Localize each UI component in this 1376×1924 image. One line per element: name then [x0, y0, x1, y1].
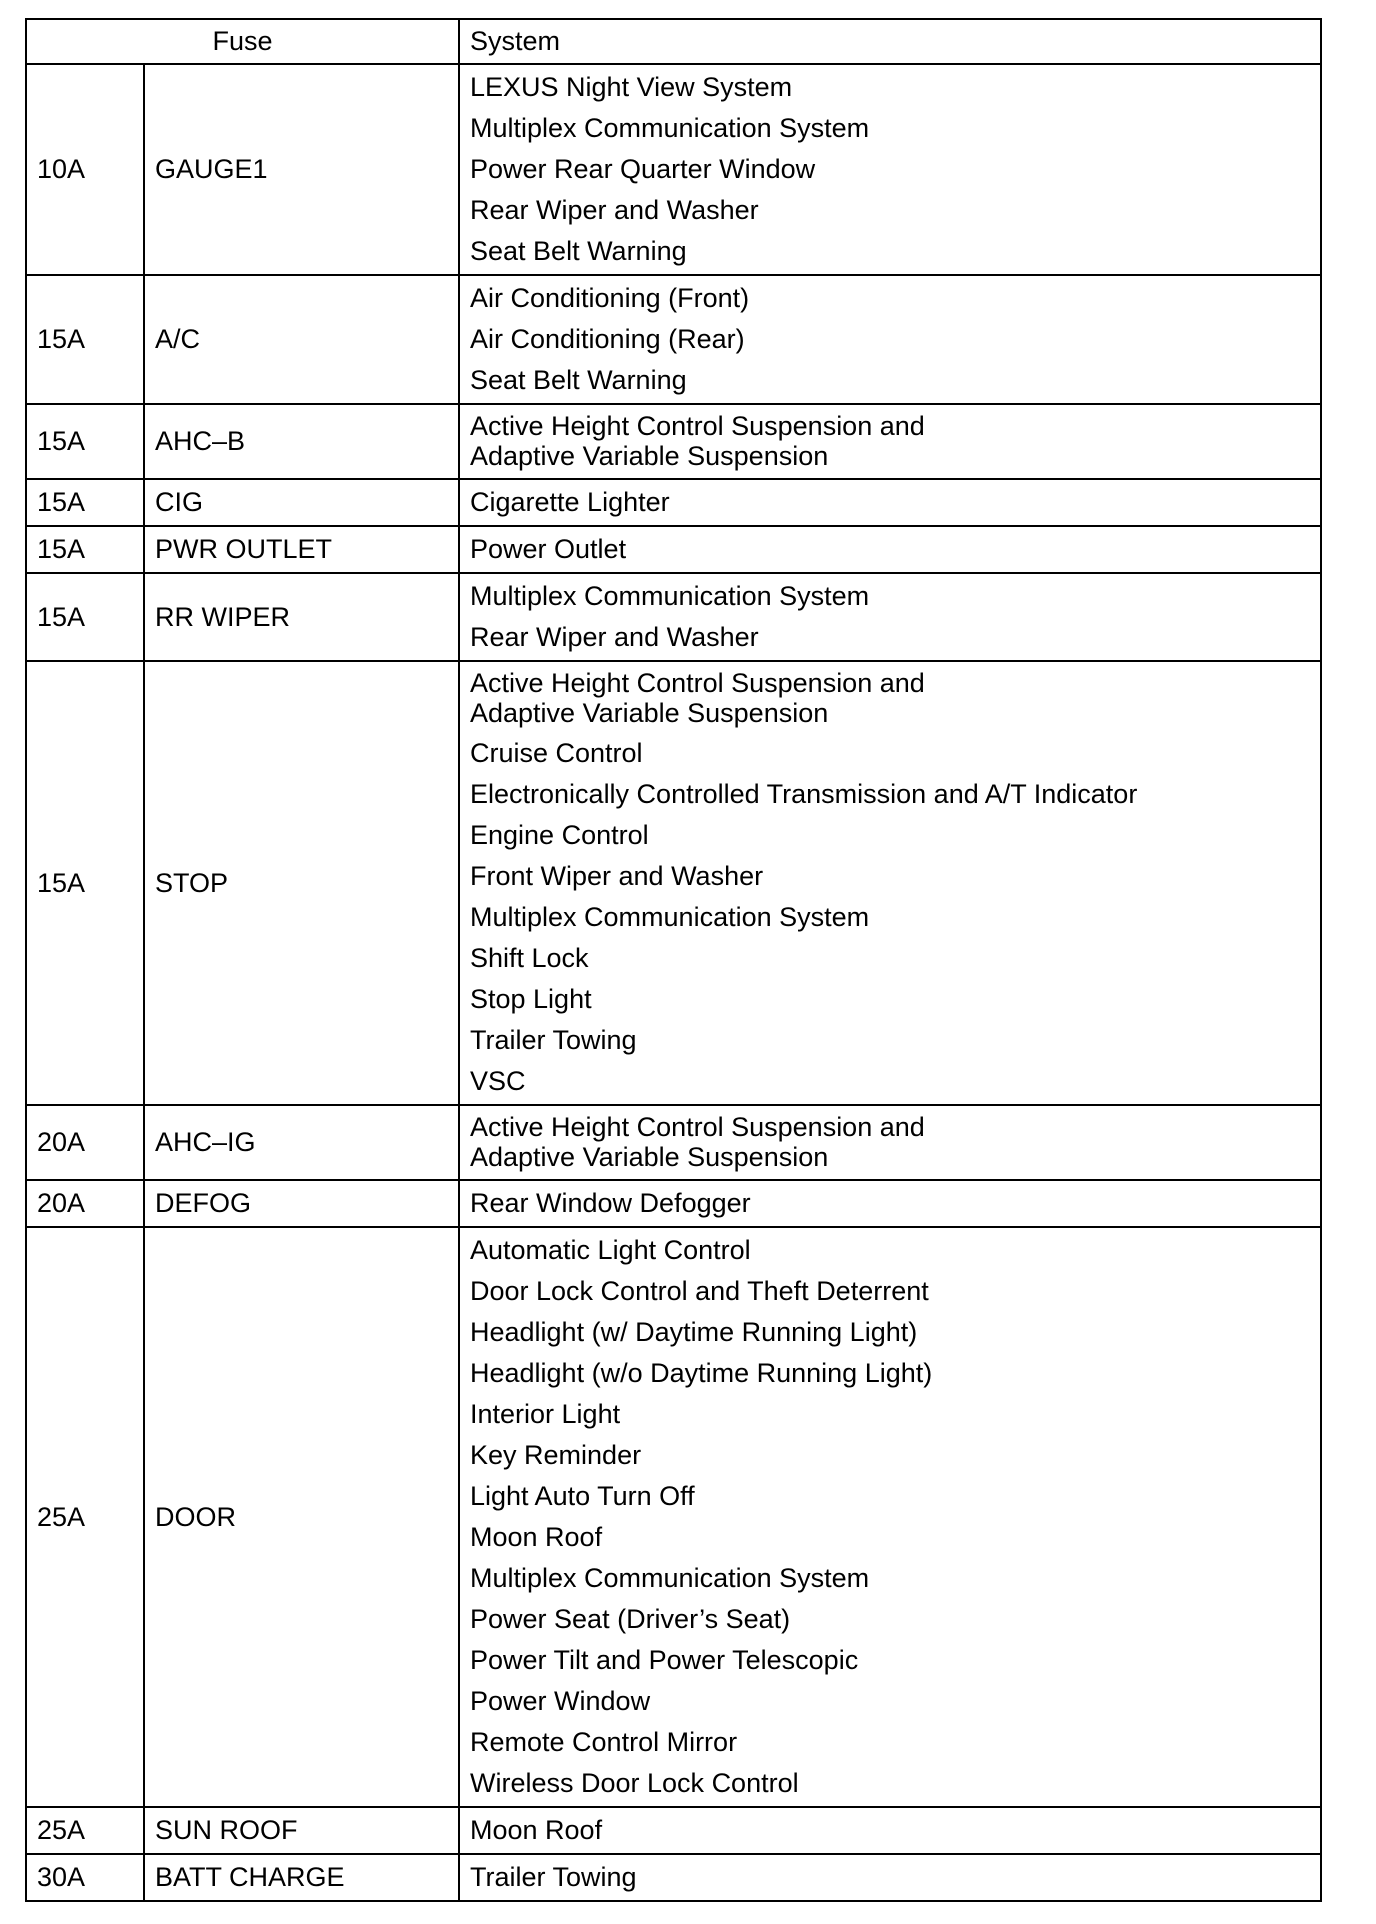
- system-item: Electronically Controlled Transmission and A/T Indicator: [470, 779, 1138, 809]
- system-item: Remote Control Mirror: [470, 1727, 738, 1757]
- fuse-amperage: 15A: [26, 275, 144, 404]
- system-item: Power Tilt and Power Telescopic: [470, 1645, 859, 1675]
- fuse-name: AHC–IG: [144, 1105, 459, 1180]
- system-item: Front Wiper and Washer: [470, 861, 764, 891]
- system-item: Moon Roof: [470, 1815, 603, 1845]
- system-item: Engine Control: [470, 820, 649, 850]
- system-item: Automatic Light Control: [470, 1235, 751, 1265]
- system-item: Trailer Towing: [470, 1862, 637, 1892]
- table-row: [26, 1807, 1321, 1854]
- system-item: Multiplex Communication System: [470, 113, 870, 143]
- fuse-systems: [459, 661, 1321, 1105]
- fuse-amperage: 15A: [26, 526, 144, 573]
- table-row: [26, 404, 1321, 479]
- fuse-amperage: 25A: [26, 1227, 144, 1807]
- system-item: Key Reminder: [470, 1440, 642, 1470]
- system-item: Multiplex Communication System: [470, 581, 870, 611]
- fuse-systems: [459, 64, 1321, 275]
- system-item: Power Outlet: [470, 534, 627, 564]
- fuse-systems: [459, 1227, 1321, 1807]
- fuse-systems: [459, 404, 1321, 479]
- system-item: Active Height Control Suspension and Adaptive Variable Suspension: [470, 411, 925, 471]
- fuse-systems: [459, 1105, 1321, 1180]
- fuse-systems: [459, 275, 1321, 404]
- system-item: Cigarette Lighter: [470, 487, 670, 517]
- system-item: Seat Belt Warning: [470, 365, 687, 395]
- system-item: Seat Belt Warning: [470, 236, 687, 266]
- table-body: [26, 64, 1321, 1901]
- fuse-amperage: 15A: [26, 661, 144, 1105]
- table-row: [26, 275, 1321, 404]
- fuse-amperage: 15A: [26, 479, 144, 526]
- system-item: Stop Light: [470, 984, 592, 1014]
- table-row: [26, 526, 1321, 573]
- table-row: [26, 1227, 1321, 1807]
- fuse-name: DEFOG: [144, 1180, 459, 1227]
- fuse-amperage: 20A: [26, 1180, 144, 1227]
- fuse-name: A/C: [144, 275, 459, 404]
- system-item: Moon Roof: [470, 1522, 603, 1552]
- column-header-system: System: [459, 19, 1321, 64]
- fuse-name: CIG: [144, 479, 459, 526]
- system-item: Rear Window Defogger: [470, 1188, 751, 1218]
- column-header-fuse: Fuse: [26, 19, 459, 64]
- fuse-name: PWR OUTLET: [144, 526, 459, 573]
- table-row: [26, 1105, 1321, 1180]
- fuse-name: AHC–B: [144, 404, 459, 479]
- system-item: Wireless Door Lock Control: [470, 1768, 799, 1798]
- system-item: Power Window: [470, 1686, 651, 1716]
- system-item: Active Height Control Suspension and Adaptive Variable Suspension: [470, 668, 925, 728]
- table-row: [26, 661, 1321, 1105]
- fuse-amperage: 15A: [26, 404, 144, 479]
- system-item: Light Auto Turn Off: [470, 1481, 695, 1511]
- system-item: LEXUS Night View System: [470, 72, 793, 102]
- fuse-systems: [459, 1180, 1321, 1227]
- system-item: Air Conditioning (Front): [470, 283, 750, 313]
- fuse-name: RR WIPER: [144, 573, 459, 661]
- system-item: Door Lock Control and Theft Deterrent: [470, 1276, 929, 1306]
- system-item: Air Conditioning (Rear): [470, 324, 745, 354]
- fuse-name: BATT CHARGE: [144, 1854, 459, 1901]
- fuse-amperage: 10A: [26, 64, 144, 275]
- system-item: Active Height Control Suspension and Adaptive Variable Suspension: [470, 1112, 925, 1172]
- fuse-amperage: 20A: [26, 1105, 144, 1180]
- fuse-amperage: 30A: [26, 1854, 144, 1901]
- system-item: Interior Light: [470, 1399, 621, 1429]
- system-item: VSC: [470, 1066, 526, 1096]
- fuse-systems: [459, 573, 1321, 661]
- fuse-systems: [459, 479, 1321, 526]
- fuse-name: GAUGE1: [144, 64, 459, 275]
- fuse-systems: [459, 526, 1321, 573]
- table-row: [26, 1180, 1321, 1227]
- fuse-name: STOP: [144, 661, 459, 1105]
- system-item: Rear Wiper and Washer: [470, 195, 759, 225]
- table-row: [26, 479, 1321, 526]
- system-item: Power Rear Quarter Window: [470, 154, 816, 184]
- system-item: Trailer Towing: [470, 1025, 637, 1055]
- fuse-systems: [459, 1854, 1321, 1901]
- fuse-amperage: 25A: [26, 1807, 144, 1854]
- fuse-table: [25, 18, 1322, 1902]
- system-item: Headlight (w/ Daytime Running Light): [470, 1317, 918, 1347]
- fuse-name: SUN ROOF: [144, 1807, 459, 1854]
- system-item: Multiplex Communication System: [470, 902, 870, 932]
- system-item: Rear Wiper and Washer: [470, 622, 759, 652]
- fuse-amperage: 15A: [26, 573, 144, 661]
- fuse-systems: [459, 1807, 1321, 1854]
- system-item: Power Seat (Driver’s Seat): [470, 1604, 791, 1634]
- table-header-row: [26, 19, 1321, 64]
- system-item: Shift Lock: [470, 943, 589, 973]
- fuse-name: DOOR: [144, 1227, 459, 1807]
- system-item: Multiplex Communication System: [470, 1563, 870, 1593]
- system-item: Cruise Control: [470, 738, 643, 768]
- system-item: Headlight (w/o Daytime Running Light): [470, 1358, 933, 1388]
- table-row: [26, 64, 1321, 275]
- table-row: [26, 1854, 1321, 1901]
- table-row: [26, 573, 1321, 661]
